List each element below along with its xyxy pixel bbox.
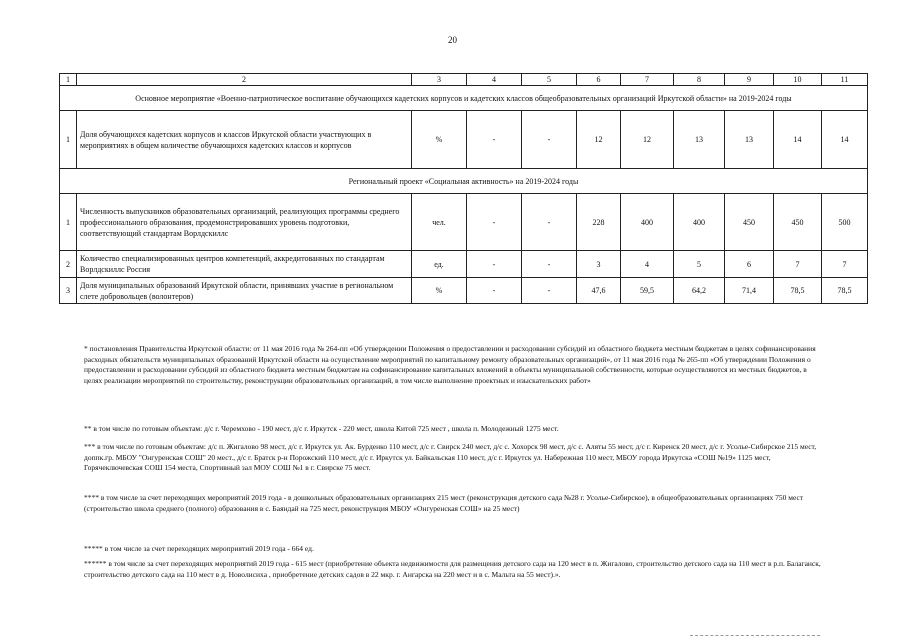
section-title: Региональный проект «Социальная активность» на 2019-2024 годы [60,169,868,194]
unit-cell: ед. [412,251,467,278]
header-cell: 7 [621,74,674,86]
header-cell: 2 [77,74,412,86]
indicator-name: Численность выпускников образовательных организаций, реализующих программы среднего профессионального образования, продемонстрировавших уровень подготовки, соответствующий стандартам Ворлдскиллс [77,194,412,251]
header-cell: 5 [522,74,577,86]
value-cell: 47,6 [577,278,621,304]
value-cell: 12 [577,111,621,169]
section-title: Основное мероприятие «Военно-патриотическое воспитание обучающихся кадетских корпусов и кадетских классов общеобразовательных организаций Иркутской области» на 2019-2024 годы [60,86,868,111]
value-cell: - [522,278,577,304]
table-row [60,251,868,278]
table-row [60,111,868,169]
scan-artifact-divider [690,635,820,636]
value-cell: 400 [621,194,674,251]
value-cell: 5 [674,251,725,278]
value-cell: 6 [725,251,774,278]
footnote-text: ** в том числе по готовым объектам: д/с г. Черемхово - 190 мест, д/с г. Иркутск - 220 мест, школа Китой 725 мест , школа п. Молодежный 1275 мест. [84,424,559,433]
value-cell: 64,2 [674,278,725,304]
page-number: 20 [448,35,457,45]
value-cell: 78,5 [822,278,868,304]
value-cell: 71,4 [725,278,774,304]
table-row [60,278,868,304]
footnote-text: *** в том числе по готовым объектам: д/с п. Жигалово 98 мест, д/с г. Иркутск ул. Ак. Бурденко 110 мест, д/с г. Свирск 240 мест, д/с с. Хохорск 98 мест, д/с с. Аляты 55 мест, д/с г. Киренск 20 мест, д/с г. Усолье-Сибирское 215 мест, доппк.гр. МБОУ "Онгуренская СОШ" 20 мест., д/с г. Братск р-н Порожский 110 мест, д/с г. Иркутск ул. Байкальская 110 мест, д/с г. Иркутск ул. Набережная 110 мест, МБОУ города Иркутска «СОШ №19» 1125 мест, Горячеключевская СОШ 154 места, Спортивный зал МОУ СОШ №1 в г. Свирске 75 мест. [84,442,817,472]
row-number: 1 [60,194,77,251]
footnote-4 [84,493,824,514]
row-number: 2 [60,251,77,278]
footnote-text: ***** в том числе за счет переходящих мероприятий 2019 года - 664 ед. [84,544,314,553]
value-cell: 400 [674,194,725,251]
table-header-row [60,74,868,86]
value-cell: - [467,251,522,278]
value-cell: - [467,111,522,169]
header-cell: 10 [774,74,822,86]
value-cell: 450 [725,194,774,251]
section-row-social-activity [60,169,868,194]
value-cell: 3 [577,251,621,278]
footnote-text: **** в том числе за счет переходящих мероприятий 2019 года - в дошкольных образовательных организациях 215 мест (реконструкция детского сада №28 г. Усолье-Сибирское), в общеобразовательных организациях 750 мест (строительство школа среднего (полного) образования в с. Баяндай на 725 мест, реконструкция МБОУ «Онгуренская СОШ» на 25 мест) [84,493,804,513]
header-cell: 11 [822,74,868,86]
footnote-6 [84,559,824,580]
value-cell: 14 [774,111,822,169]
table-row [60,194,868,251]
indicator-name: Доля муниципальных образований Иркутской области, принявших участие в региональном слете добровольцев (волонтеров) [77,278,412,304]
header-cell: 8 [674,74,725,86]
value-cell: - [522,251,577,278]
footnote-text: ****** в том числе за счет переходящих мероприятий 2019 года - 615 мест (приобретение объекта недвижимости для размещения детского сада на 120 мест в п. Жигалово, строительство детского сада на 110 мест в р.п. Балаганск, строительство детского сада на 110 мест в д. Новолисиха , приобретение детских садов в 22 мкр. г. Ангарска на 220 мест и в с. Мальта на 55 мест).». [84,559,821,579]
indicators-table [59,73,868,304]
value-cell: 7 [822,251,868,278]
header-cell: 1 [60,74,77,86]
header-cell: 3 [412,74,467,86]
value-cell: - [522,194,577,251]
value-cell: 500 [822,194,868,251]
value-cell: 4 [621,251,674,278]
value-cell: - [467,194,522,251]
value-cell: 450 [774,194,822,251]
indicator-name: Количество специализированных центров компетенций, аккредитованных по стандартам Ворлдскиллс Россия [77,251,412,278]
value-cell: 7 [774,251,822,278]
value-cell: 14 [822,111,868,169]
value-cell: 13 [674,111,725,169]
header-cell: 9 [725,74,774,86]
value-cell: 12 [621,111,674,169]
value-cell: 78,5 [774,278,822,304]
value-cell: 59,5 [621,278,674,304]
value-cell: - [522,111,577,169]
unit-cell: чел. [412,194,467,251]
section-row-military-patriotic [60,86,868,111]
row-number: 3 [60,278,77,304]
unit-cell: % [412,111,467,169]
footnote-1 [84,344,824,386]
footnote-text: * постановления Правительства Иркутской области: от 11 мая 2016 года № 264-пп «Об утверждении Положения о предоставлении и расходовании субсидий из областного бюджета местным бюджетам в целях софинансирования расходных обязательств муниципальных образований Иркутской области на осуществление мероприятий по капитальному ремонту образовательных организаций», от 11 мая 2016 года № 265-пп «Об утверждении Положения о предоставлении и расходовании субсидий из областного бюджета местным бюджетам на софинансирование капитальных вложений в объекты муниципальной собственности, которые осуществляются из местных бюджетов, в целях реализации мероприятий по строительству, реконструкции образовательных организаций, в том числе выполнение проектных и изыскательских работ» [84,344,816,385]
header-cell: 4 [467,74,522,86]
indicator-name: Доля обучающихся кадетских корпусов и классов Иркутской области участвующих в мероприятиях в общем количестве обучающихся кадетских классов и корпусов [77,111,412,169]
value-cell: 228 [577,194,621,251]
footnote-5 [84,544,824,555]
footnote-2 [84,424,824,435]
row-number: 1 [60,111,77,169]
value-cell: - [467,278,522,304]
header-cell: 6 [577,74,621,86]
unit-cell: % [412,278,467,304]
footnote-3 [84,442,824,474]
value-cell: 13 [725,111,774,169]
